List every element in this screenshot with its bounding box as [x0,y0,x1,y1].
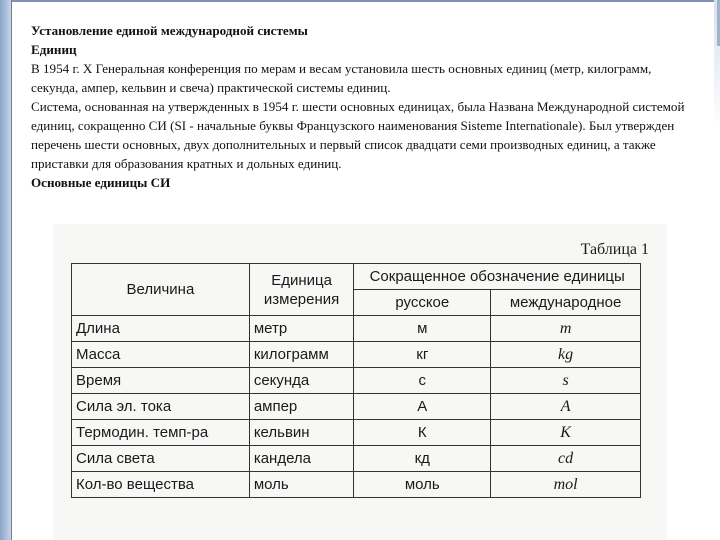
header-abbreviation: Сокращенное обозначение единицы [354,264,641,290]
heading-line-1: Установление единой международной системы [31,23,308,38]
header-international: международное [491,290,641,316]
cell-international: K [491,420,641,446]
cell-russian: К [354,420,491,446]
cell-unit: кельвин [249,420,354,446]
left-divider-line [11,0,12,540]
cell-unit: килограмм [249,342,354,368]
table-row [72,342,641,368]
cell-quantity: Длина [72,316,250,342]
table-row [72,472,641,498]
table-row [72,394,641,420]
table-row [72,316,641,342]
table-caption: Таблица 1 [580,241,649,258]
cell-unit: метр [249,316,354,342]
paragraph-1: В 1954 г. X Генеральная конференция по мерам и весам установила шесть основных единиц (метр, килограмм, секунда, ампер, кельвин и свеча) практической системы единиц. [31,61,652,95]
top-divider-line [12,0,720,2]
cell-russian: кг [354,342,491,368]
cell-international: kg [491,342,641,368]
left-decorative-bar [0,0,11,540]
cell-international: m [491,316,641,342]
cell-russian: с [354,368,491,394]
cell-unit: моль [249,472,354,498]
paragraph-2: Система, основанная на утвержденных в 1954 г. шести основных единицах, была Названа Международной системой единиц, сокращенно СИ (SI - начальные буквы Французского наименования Sisteme Internationale). Был утвержден перечень шести основных, двух дополнительных и первый список двадцати семи производных единиц, а также приставки для образования кратных и дольных единиц. [31,99,685,171]
header-quantity: Величина [72,264,250,316]
header-unit: Единица измерения [249,264,354,316]
header-russian: русское [354,290,491,316]
table-row [72,420,641,446]
slide-text [31,21,691,192]
cell-unit: ампер [249,394,354,420]
cell-unit: секунда [249,368,354,394]
cell-quantity: Сила света [72,446,250,472]
table-row [72,446,641,472]
cell-russian: кд [354,446,491,472]
cell-russian: А [354,394,491,420]
cell-international: mol [491,472,641,498]
cell-international: cd [491,446,641,472]
cell-unit: кандела [249,446,354,472]
table-row [72,368,641,394]
si-units-table [71,263,641,498]
heading-line-2: Единиц [31,42,77,57]
table-image [53,224,667,540]
cell-russian: моль [354,472,491,498]
cell-quantity: Кол-во вещества [72,472,250,498]
cell-russian: м [354,316,491,342]
cell-quantity: Время [72,368,250,394]
cell-international: A [491,394,641,420]
cell-quantity: Термодин. темп-ра [72,420,250,446]
cell-quantity: Масса [72,342,250,368]
cell-international: s [491,368,641,394]
subheading: Основные единицы СИ [31,175,171,190]
cell-quantity: Сила эл. тока [72,394,250,420]
